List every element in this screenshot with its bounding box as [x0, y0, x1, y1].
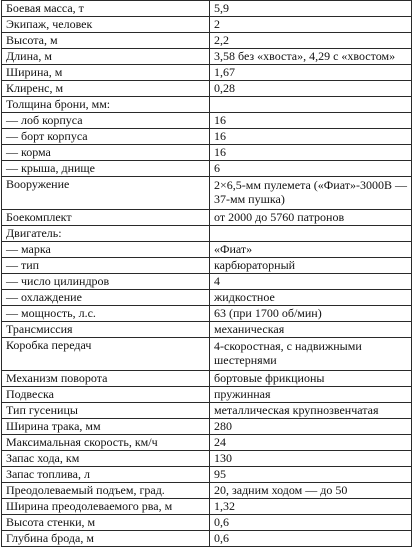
specifications-table: [1, 0, 412, 547]
table-row: [2, 145, 412, 161]
spec-section-label: Толщина брони, мм:: [2, 97, 210, 113]
spec-value: «Фиат»: [210, 242, 412, 258]
spec-value: 2×6,5-мм пулемета («Фиат»-3000В — 37-мм пушка): [210, 177, 412, 210]
spec-value: 0,6: [210, 515, 412, 531]
spec-value: 1,32: [210, 499, 412, 515]
spec-value: 0,28: [210, 81, 412, 97]
table-row: [2, 515, 412, 531]
specifications-table-body: [2, 1, 412, 547]
spec-label: — число цилиндров: [2, 274, 210, 290]
spec-value: 16: [210, 113, 412, 129]
spec-value: пружинная: [210, 387, 412, 403]
spec-label: — лоб корпуса: [2, 113, 210, 129]
spec-value: 0,6: [210, 531, 412, 547]
spec-label: — охлаждение: [2, 290, 210, 306]
spec-label: Боевая масса, т: [2, 1, 210, 17]
spec-value: 95: [210, 467, 412, 483]
table-row: [2, 113, 412, 129]
spec-label: Боекомплект: [2, 210, 210, 226]
spec-value: механическая: [210, 322, 412, 338]
table-row: [2, 33, 412, 49]
spec-label: Ширина, м: [2, 65, 210, 81]
table-row: [2, 531, 412, 547]
spec-label: Вооружение: [2, 177, 210, 210]
spec-label: — корма: [2, 145, 210, 161]
spec-value: [210, 97, 412, 113]
spec-label: — борт корпуса: [2, 129, 210, 145]
spec-label: Преодолеваемый подъем, град.: [2, 483, 210, 499]
table-row: [2, 17, 412, 33]
table-row: [2, 499, 412, 515]
table-row: [2, 49, 412, 65]
spec-value: 63 (при 1700 об/мин): [210, 306, 412, 322]
spec-value: металлическая крупнозвенчатая: [210, 403, 412, 419]
table-row: [2, 161, 412, 177]
spec-label: Глубина брода, м: [2, 531, 210, 547]
table-row: [2, 322, 412, 338]
spec-value: 6: [210, 161, 412, 177]
spec-label: — мощность, л.с.: [2, 306, 210, 322]
table-row: [2, 177, 412, 210]
spec-label: Высота стенки, м: [2, 515, 210, 531]
spec-value: от 2000 до 5760 патронов: [210, 210, 412, 226]
spec-label: Тип гусеницы: [2, 403, 210, 419]
spec-value: 1,67: [210, 65, 412, 81]
table-row: [2, 435, 412, 451]
spec-value: [210, 226, 412, 242]
spec-label: Запас хода, км: [2, 451, 210, 467]
spec-value: 280: [210, 419, 412, 435]
spec-label: Ширина преодолеваемого рва, м: [2, 499, 210, 515]
spec-label: Подвеска: [2, 387, 210, 403]
spec-section-label: Двигатель:: [2, 226, 210, 242]
spec-value: 2,2: [210, 33, 412, 49]
table-row: [2, 451, 412, 467]
table-row: [2, 290, 412, 306]
spec-value: 4-скоростная, с надвижными шестернями: [210, 338, 412, 371]
spec-value: 2: [210, 17, 412, 33]
table-row: [2, 371, 412, 387]
spec-label: — марка: [2, 242, 210, 258]
table-row: [2, 65, 412, 81]
table-row: [2, 258, 412, 274]
spec-label: Коробка передач: [2, 338, 210, 371]
table-row: [2, 97, 412, 113]
spec-value: 16: [210, 145, 412, 161]
spec-label: — крыша, днище: [2, 161, 210, 177]
spec-value: 16: [210, 129, 412, 145]
table-row: [2, 403, 412, 419]
table-row: [2, 274, 412, 290]
spec-value: 3,58 без «хвоста», 4,29 с «хвостом»: [210, 49, 412, 65]
spec-value: 4: [210, 274, 412, 290]
spec-value: бортовые фрикционы: [210, 371, 412, 387]
spec-label: Трансмиссия: [2, 322, 210, 338]
spec-label: Максимальная скорость, км/ч: [2, 435, 210, 451]
table-row: [2, 467, 412, 483]
table-row: [2, 338, 412, 371]
table-row: [2, 226, 412, 242]
table-row: [2, 242, 412, 258]
table-row: [2, 306, 412, 322]
spec-value: 24: [210, 435, 412, 451]
table-row: [2, 210, 412, 226]
spec-value: 130: [210, 451, 412, 467]
spec-label: — тип: [2, 258, 210, 274]
table-row: [2, 483, 412, 499]
table-row: [2, 419, 412, 435]
spec-value: 5,9: [210, 1, 412, 17]
spec-value: 20, задним ходом — до 50: [210, 483, 412, 499]
spec-value: карбюраторный: [210, 258, 412, 274]
spec-label: Экипаж, человек: [2, 17, 210, 33]
spec-value: жидкостное: [210, 290, 412, 306]
spec-label: Длина, м: [2, 49, 210, 65]
spec-label: Механизм поворота: [2, 371, 210, 387]
spec-label: Высота, м: [2, 33, 210, 49]
table-row: [2, 1, 412, 17]
spec-label: Ширина трака, мм: [2, 419, 210, 435]
table-row: [2, 81, 412, 97]
spec-label: Запас топлива, л: [2, 467, 210, 483]
spec-label: Клиренс, м: [2, 81, 210, 97]
table-row: [2, 387, 412, 403]
table-row: [2, 129, 412, 145]
